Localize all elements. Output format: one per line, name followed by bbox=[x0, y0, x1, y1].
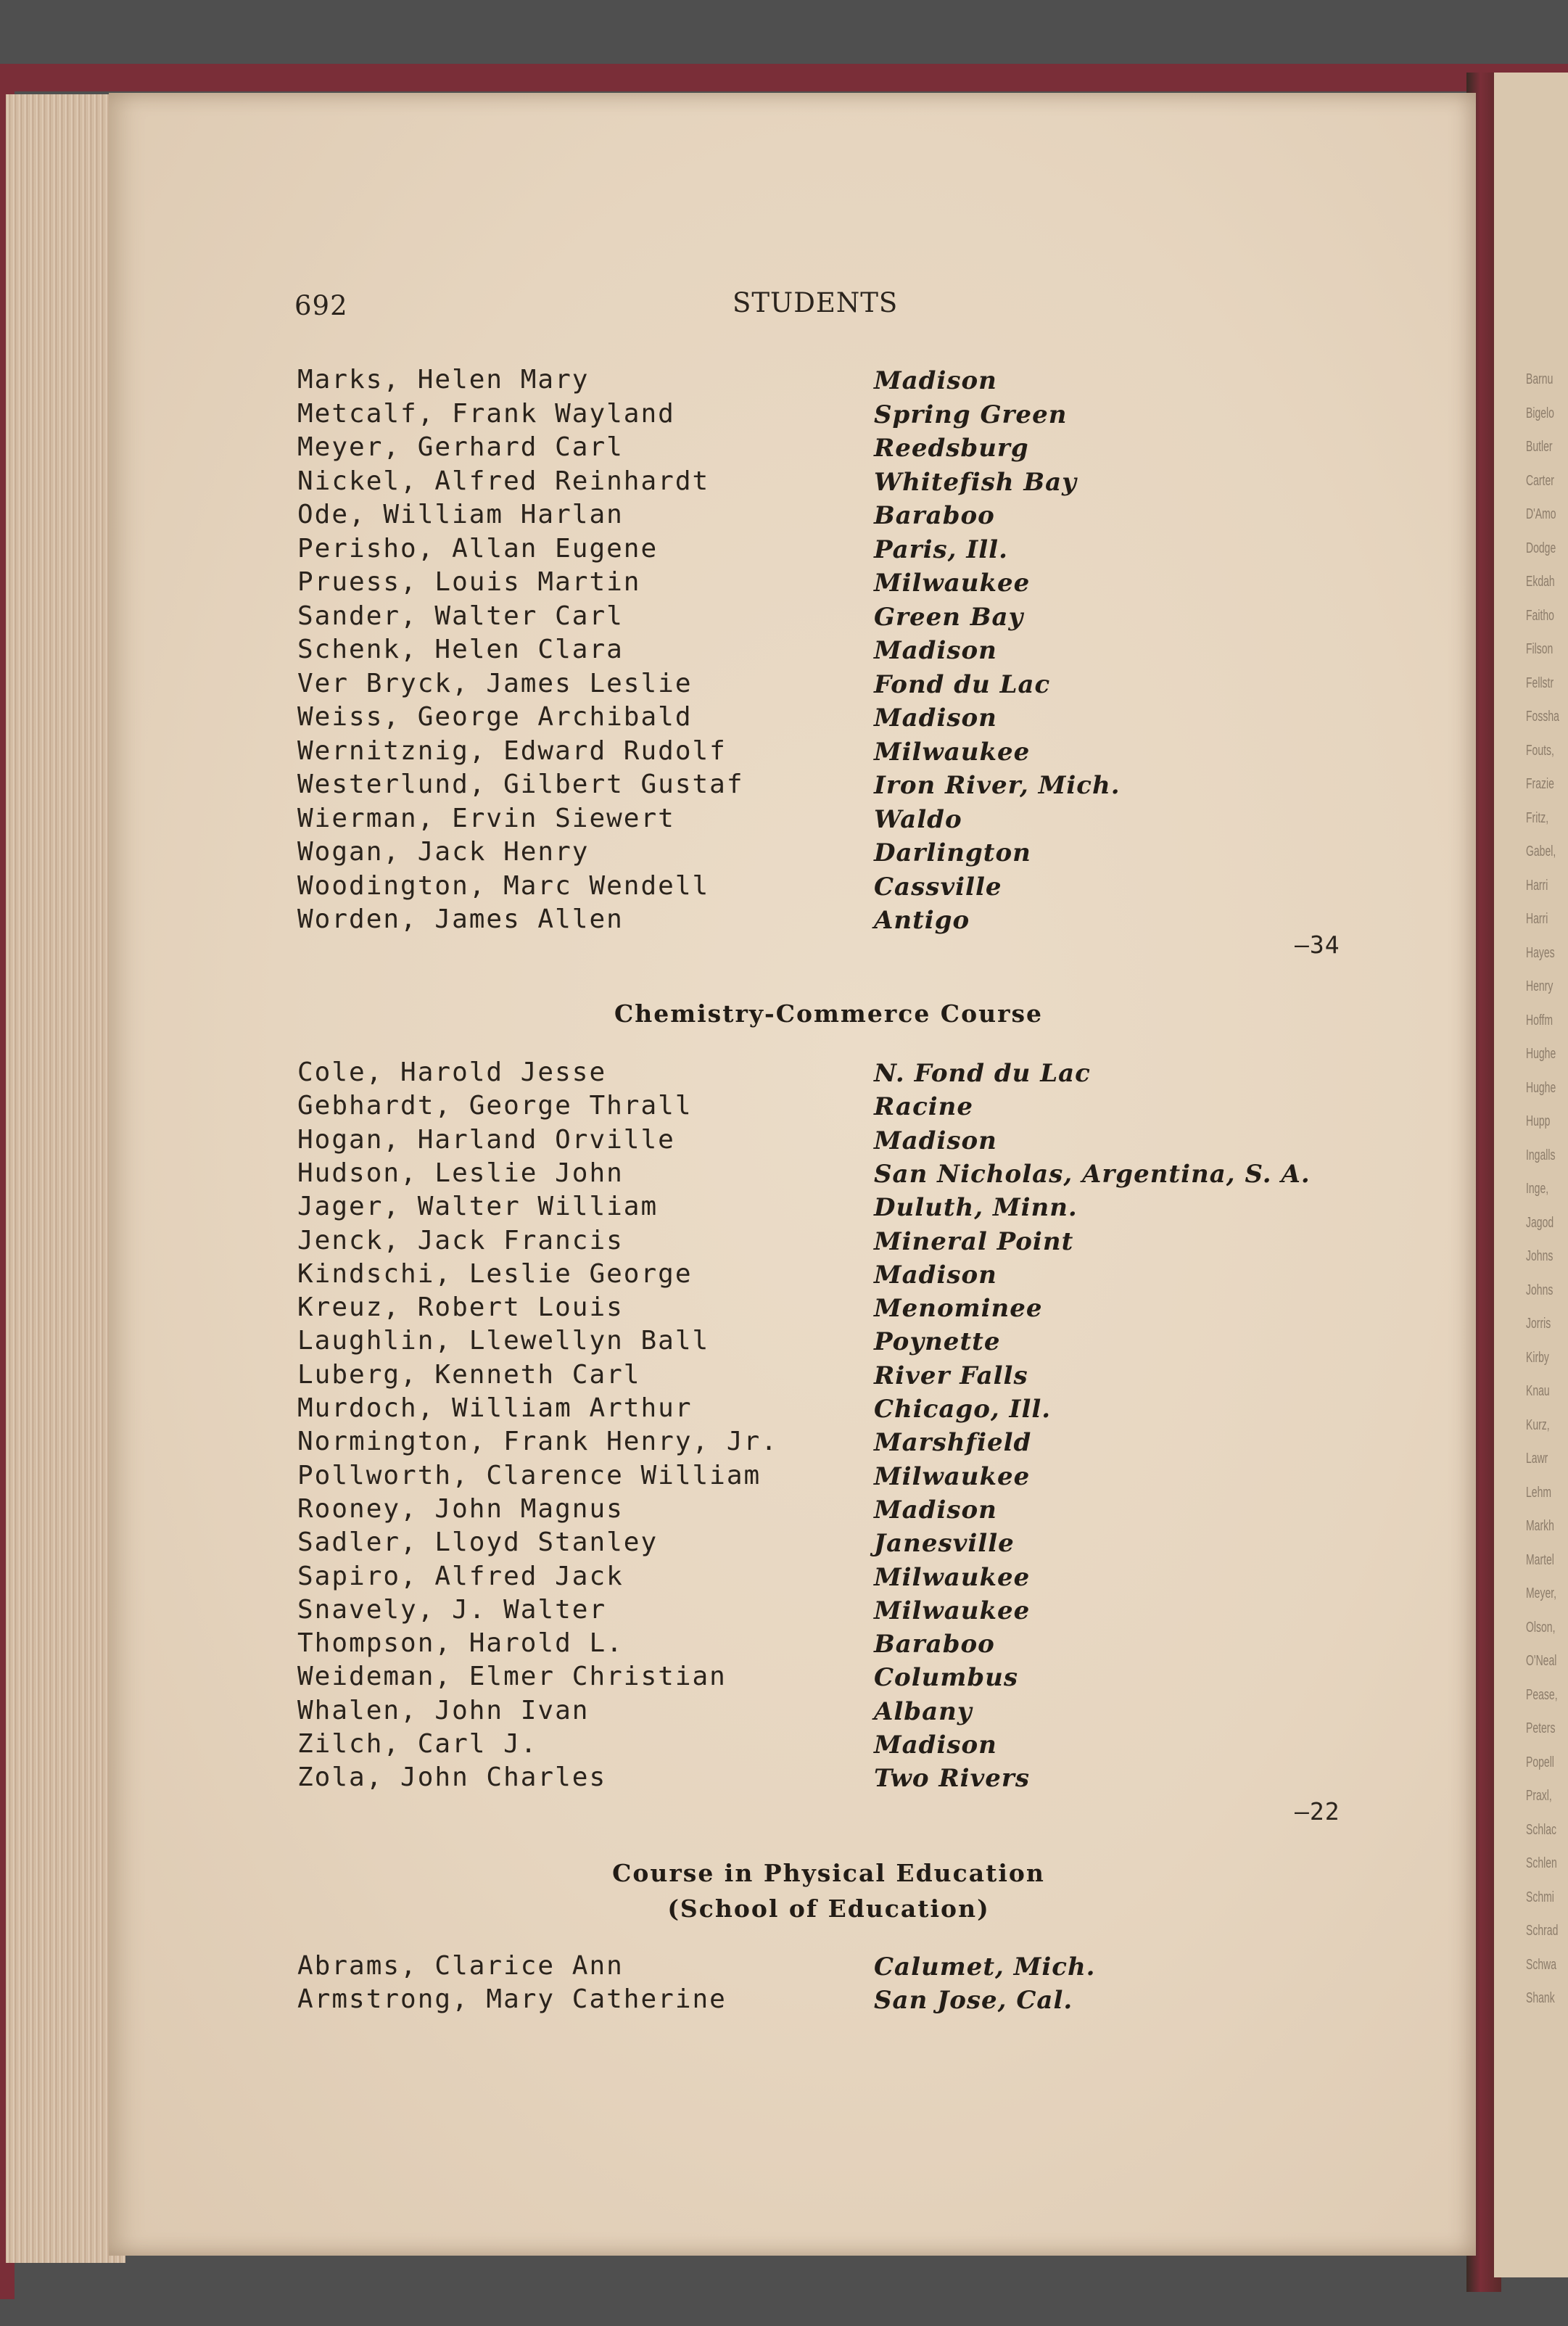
student-hometown: Marshfield bbox=[874, 1428, 1032, 1458]
student-hometown: Albany bbox=[874, 1696, 973, 1726]
student-hometown: Darlington bbox=[874, 838, 1031, 867]
facing-page-name-fragment: Lehm bbox=[1526, 1484, 1552, 1501]
student-name: Jager, Walter William bbox=[297, 1192, 659, 1222]
student-hometown: Calumet, Mich. bbox=[874, 1952, 1096, 1981]
facing-page-name-fragment: Bigelo bbox=[1526, 405, 1554, 421]
student-name: Kreuz, Robert Louis bbox=[297, 1292, 624, 1323]
facing-page-name-fragment: Olson, bbox=[1526, 1619, 1556, 1636]
facing-page-name-fragment: Ingalls bbox=[1526, 1147, 1556, 1163]
student-hometown: Madison bbox=[874, 1260, 997, 1290]
student-name: Perisho, Allan Eugene bbox=[297, 533, 659, 564]
facing-page-name-fragment: Meyer, bbox=[1526, 1585, 1557, 1601]
student-hometown: Milwaukee bbox=[874, 1596, 1031, 1625]
facing-page-name-fragment: Jorris bbox=[1526, 1316, 1551, 1332]
book-cover-top bbox=[0, 64, 1568, 91]
facing-page-name-fragment: Carter bbox=[1526, 472, 1554, 489]
facing-page-name-fragment: Schrad bbox=[1526, 1923, 1559, 1939]
student-name: Westerlund, Gilbert Gustaf bbox=[297, 770, 744, 799]
student-name: Murdoch, William Arthur bbox=[297, 1393, 693, 1423]
section-subtitle: (School of Education) bbox=[667, 1894, 990, 1923]
student-hometown: Waldo bbox=[874, 804, 962, 834]
section-title: Chemistry-Commerce Course bbox=[614, 999, 1044, 1028]
facing-page-name-fragment: Knau bbox=[1526, 1383, 1550, 1399]
student-name: Zola, John Charles bbox=[297, 1762, 607, 1793]
facing-page-name-fragment: Inge, bbox=[1526, 1181, 1549, 1197]
student-name: Sapiro, Alfred Jack bbox=[297, 1561, 624, 1591]
student-name: Wierman, Ervin Siewert bbox=[297, 803, 675, 833]
facing-page-name-fragment: Filson bbox=[1526, 641, 1553, 657]
student-name: Pollworth, Clarence William bbox=[297, 1460, 762, 1490]
facing-page-fragment bbox=[1494, 73, 1568, 2277]
student-hometown: San Nicholas, Argentina, S. A. bbox=[874, 1159, 1311, 1189]
student-name: Ver Bryck, James Leslie bbox=[297, 668, 693, 698]
facing-page-name-fragment: Schmi bbox=[1526, 1889, 1554, 1905]
facing-page-name-fragment: Kirby bbox=[1526, 1349, 1549, 1366]
student-name: Weiss, George Archibald bbox=[297, 702, 693, 732]
student-hometown: Milwaukee bbox=[874, 737, 1031, 767]
facing-page-name-fragment: Faitho bbox=[1526, 607, 1554, 624]
student-hometown: Paris, Ill. bbox=[874, 535, 1008, 564]
facing-page-name-fragment: Fouts, bbox=[1526, 742, 1554, 759]
student-hometown: Janesville bbox=[874, 1529, 1015, 1559]
facing-page-name-fragment: O'Neal bbox=[1526, 1653, 1557, 1669]
student-name: Whalen, John Ivan bbox=[297, 1695, 590, 1725]
student-name: Laughlin, Llewellyn Ball bbox=[297, 1326, 710, 1356]
student-hometown: Madison bbox=[874, 704, 997, 733]
student-name: Wogan, Jack Henry bbox=[297, 837, 590, 867]
facing-page-name-fragment: Schwa bbox=[1526, 1956, 1557, 1973]
section-count: —22 bbox=[1295, 1797, 1340, 1826]
page-edges bbox=[6, 94, 125, 2263]
facing-page-name-fragment: Hoffm bbox=[1526, 1012, 1553, 1028]
student-hometown: Baraboo bbox=[874, 501, 995, 530]
student-hometown: N. Fond du Lac bbox=[874, 1059, 1091, 1088]
student-name: Abrams, Clarice Ann bbox=[297, 1951, 624, 1981]
student-hometown: Milwaukee bbox=[874, 569, 1031, 598]
facing-page-name-fragment: Jagod bbox=[1526, 1214, 1554, 1231]
page-number: 692 bbox=[294, 290, 348, 321]
facing-page-name-fragment: Fellstr bbox=[1526, 675, 1554, 691]
facing-page-name-fragment: Hayes bbox=[1526, 944, 1555, 961]
student-hometown: River Falls bbox=[874, 1361, 1028, 1390]
student-hometown: Duluth, Minn. bbox=[874, 1193, 1078, 1223]
facing-page-name-fragment: Fritz, bbox=[1526, 809, 1549, 826]
student-hometown: Iron River, Mich. bbox=[874, 771, 1121, 800]
facing-page-name-fragment: Harri bbox=[1526, 911, 1548, 927]
student-name: Woodington, Marc Wendell bbox=[297, 870, 710, 901]
student-hometown: Baraboo bbox=[874, 1630, 995, 1659]
student-hometown: Two Rivers bbox=[874, 1764, 1030, 1794]
student-hometown: Madison bbox=[874, 636, 997, 665]
student-name: Snavely, J. Walter bbox=[297, 1594, 607, 1625]
facing-page-name-fragment: Hughe bbox=[1526, 1079, 1556, 1096]
student-name: Hogan, Harland Orville bbox=[297, 1124, 675, 1155]
student-name: Zilch, Carl J. bbox=[297, 1729, 538, 1759]
facing-page-name-fragment: Harri bbox=[1526, 877, 1548, 894]
student-hometown: Milwaukee bbox=[874, 1562, 1031, 1592]
student-hometown: San Jose, Cal. bbox=[874, 1986, 1073, 2015]
student-name: Gebhardt, George Thrall bbox=[297, 1091, 693, 1121]
student-name: Schenk, Helen Clara bbox=[297, 635, 624, 664]
section-title: Course in Physical Education bbox=[612, 1859, 1045, 1887]
student-hometown: Reedsburg bbox=[874, 434, 1029, 463]
student-hometown: Menominee bbox=[874, 1294, 1043, 1324]
student-name: Metcalf, Frank Wayland bbox=[297, 398, 675, 429]
student-name: Sander, Walter Carl bbox=[297, 601, 624, 631]
student-hometown: Columbus bbox=[874, 1663, 1018, 1693]
student-hometown: Whitefish Bay bbox=[874, 467, 1077, 497]
facing-page-name-fragment: Henry bbox=[1526, 978, 1553, 994]
facing-page-name-fragment: Kurz, bbox=[1526, 1416, 1550, 1433]
facing-page-name-fragment: Schlen bbox=[1526, 1855, 1557, 1871]
facing-page-name-fragment: D'Amo bbox=[1526, 506, 1556, 522]
facing-page-name-fragment: Markh bbox=[1526, 1518, 1554, 1534]
student-hometown: Madison bbox=[874, 1495, 997, 1525]
facing-page-name-fragment: Praxl, bbox=[1526, 1788, 1552, 1804]
student-name: Marks, Helen Mary bbox=[297, 365, 590, 395]
facing-page-name-fragment: Johns bbox=[1526, 1282, 1553, 1298]
student-name: Cole, Harold Jesse bbox=[297, 1057, 607, 1087]
student-hometown: Chicago, Ill. bbox=[874, 1395, 1052, 1424]
student-name: Jenck, Jack Francis bbox=[297, 1225, 624, 1255]
student-hometown: Madison bbox=[874, 1126, 997, 1155]
student-hometown: Cassville bbox=[874, 872, 1002, 902]
facing-page-name-fragment: Fossha bbox=[1526, 709, 1559, 725]
facing-page-name-fragment: Barnu bbox=[1526, 371, 1553, 387]
student-name: Normington, Frank Henry, Jr. bbox=[297, 1427, 778, 1457]
student-name: Luberg, Kenneth Carl bbox=[297, 1359, 641, 1390]
student-name: Ode, William Harlan bbox=[297, 500, 624, 529]
student-name: Hudson, Leslie John bbox=[297, 1158, 624, 1188]
facing-page-name-fragment: Ekdah bbox=[1526, 574, 1555, 590]
facing-page-name-fragment: Hupp bbox=[1526, 1113, 1551, 1129]
student-name: Rooney, John Magnus bbox=[297, 1493, 624, 1524]
student-name: Nickel, Alfred Reinhardt bbox=[297, 466, 710, 496]
student-name: Weideman, Elmer Christian bbox=[297, 1662, 727, 1692]
student-name: Sadler, Lloyd Stanley bbox=[297, 1527, 659, 1558]
student-name: Thompson, Harold L. bbox=[297, 1628, 624, 1659]
facing-page-name-fragment: Peters bbox=[1526, 1720, 1556, 1736]
facing-page-name-fragment: Martel bbox=[1526, 1551, 1554, 1568]
facing-page-name-fragment: Lawr bbox=[1526, 1451, 1548, 1467]
student-hometown: Madison bbox=[874, 366, 997, 395]
student-hometown: Green Bay bbox=[874, 602, 1024, 632]
student-hometown: Mineral Point bbox=[874, 1226, 1074, 1256]
student-hometown: Milwaukee bbox=[874, 1461, 1031, 1491]
student-hometown: Fond du Lac bbox=[874, 669, 1051, 699]
facing-page-name-fragment: Gabel, bbox=[1526, 844, 1556, 859]
facing-page-name-fragment: Schlac bbox=[1526, 1821, 1557, 1838]
student-name: Armstrong, Mary Catherine bbox=[297, 1984, 727, 2014]
facing-page-name-fragment: Johns bbox=[1526, 1248, 1553, 1264]
running-head: STUDENTS bbox=[733, 287, 899, 318]
student-name: Kindschi, Leslie George bbox=[297, 1258, 693, 1289]
facing-page-name-fragment: Pease, bbox=[1526, 1686, 1558, 1703]
student-hometown: Madison bbox=[874, 1731, 997, 1760]
facing-page-name-fragment: Frazie bbox=[1526, 776, 1554, 792]
facing-page-name-fragment: Dodge bbox=[1526, 540, 1556, 556]
student-hometown: Poynette bbox=[874, 1327, 1001, 1357]
facing-page-name-fragment: Popell bbox=[1526, 1754, 1554, 1770]
facing-page-name-fragment: Hughe bbox=[1526, 1046, 1556, 1062]
student-hometown: Antigo bbox=[874, 906, 970, 935]
student-name: Pruess, Louis Martin bbox=[297, 567, 641, 597]
facing-page-name-fragment: Butler bbox=[1526, 439, 1553, 455]
section-count: —34 bbox=[1295, 931, 1340, 959]
student-name: Meyer, Gerhard Carl bbox=[297, 432, 624, 462]
student-hometown: Racine bbox=[874, 1092, 974, 1122]
facing-page-name-fragment: Shank bbox=[1526, 1990, 1555, 2006]
student-name: Wernitznig, Edward Rudolf bbox=[297, 735, 727, 766]
student-name: Worden, James Allen bbox=[297, 904, 624, 934]
student-hometown: Spring Green bbox=[874, 400, 1068, 429]
